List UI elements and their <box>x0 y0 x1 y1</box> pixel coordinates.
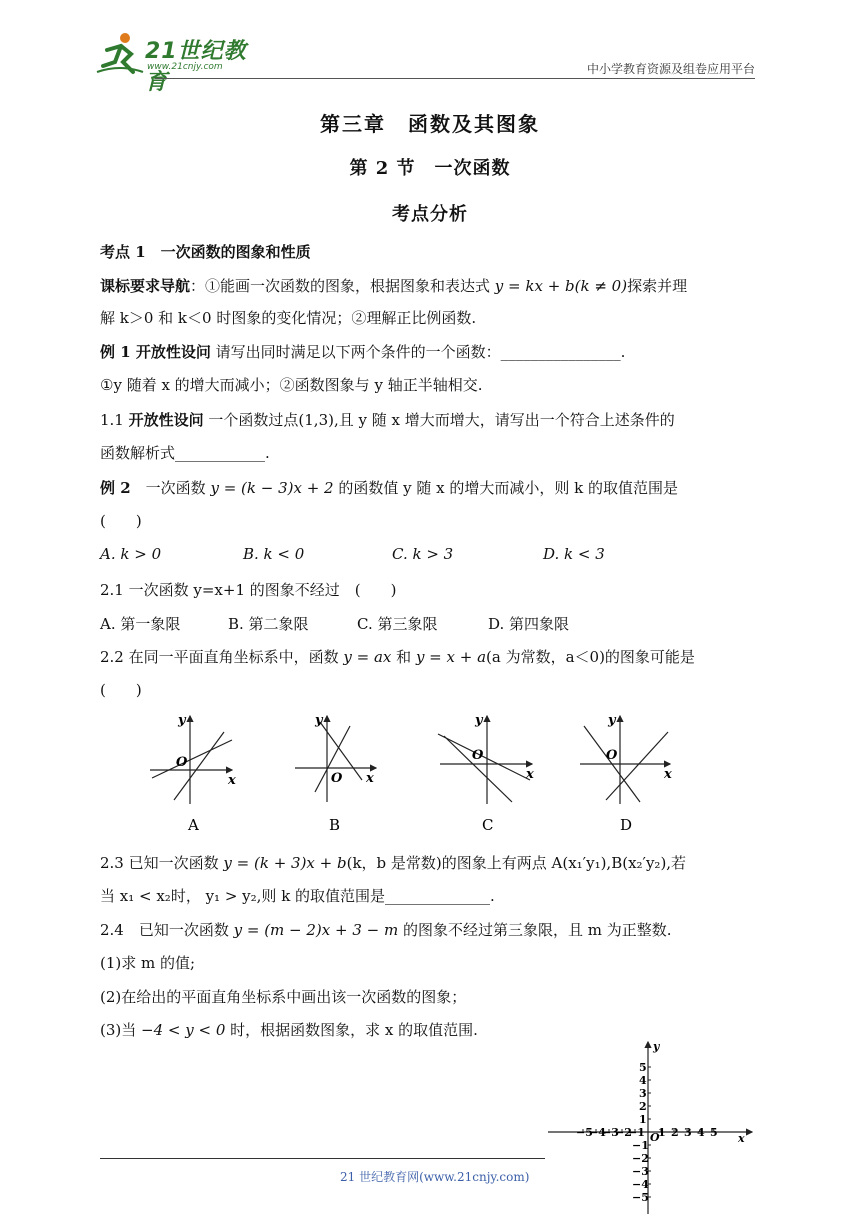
ex2-line1 <box>100 478 765 498</box>
grid-x-tick-label: 5 <box>710 1126 718 1139</box>
graph-d <box>580 713 672 834</box>
q11-text: 一个函数过点(1,3),且 y 随 x 增大而增大，请写出一个符合上述条件的 <box>203 411 675 429</box>
ex2-paren: ( ) <box>100 512 142 530</box>
section-title: 第 2 节 一次函数 <box>349 158 511 179</box>
grid-x-tick-label: −5 <box>576 1126 593 1139</box>
graph-a <box>150 713 236 834</box>
kebiao-expr: y = kx + b(k ≠ 0) <box>494 277 628 295</box>
q21-option-a: A. 第一象限 <box>100 615 181 633</box>
q24-part1: (1)求 m 的值; <box>100 954 196 972</box>
graph-a-x-label: x <box>228 773 236 788</box>
q11-num: 1.1 <box>100 411 129 429</box>
q22-line1 <box>100 647 765 667</box>
grid-y-tick-label: −3 <box>632 1165 649 1178</box>
ex2-text2: 的函数值 y 随 x 的增大而减小，则 k 的取值范围是 <box>333 479 678 497</box>
grid-y-label: y <box>653 1040 660 1053</box>
kebiao-text2: 探索并理 <box>627 277 688 295</box>
q21-option-c: C. 第三象限 <box>357 615 438 633</box>
ex2-option-a: A. k > 0 <box>100 545 162 563</box>
q23-text1: 2.3 已知一次函数 <box>100 854 224 872</box>
q11-label: 开放性设问 <box>128 411 204 429</box>
header-platform-text: 中小学教育资源及组卷应用平台 <box>586 62 755 76</box>
graph-d-label: D <box>620 816 633 834</box>
graph-c-origin: O <box>472 748 484 763</box>
grid-y-tick-label: 5 <box>639 1061 647 1074</box>
logo-text: 21世纪教育 <box>145 39 247 95</box>
q22-paren: ( ) <box>100 681 142 699</box>
coordinate-grid <box>540 1040 760 1216</box>
graph-d-y-label: y <box>608 713 616 728</box>
graph-c-x-label: x <box>526 767 534 782</box>
q24-line1 <box>100 920 765 940</box>
kebiao-label: 课标要求导航 <box>100 277 191 295</box>
page-header <box>95 28 755 95</box>
grid-x-tick-label: 2 <box>671 1126 679 1139</box>
grid-x-tick-label: −1 <box>628 1126 645 1139</box>
kebiao-text1: ：①能画一次函数的图象，根据图象和表达式 <box>190 277 495 295</box>
graph-b-origin: O <box>331 771 343 786</box>
ex2-option-c: C. k > 3 <box>392 545 454 563</box>
grid-y-tick-label: 3 <box>639 1087 647 1100</box>
kebiao-line1 <box>100 276 765 296</box>
grid-x-tick-label: −2 <box>615 1126 632 1139</box>
q22-graphs <box>140 712 680 837</box>
graph-c <box>438 713 534 834</box>
q21-option-d: D. 第四象限 <box>488 615 570 633</box>
q23-expr: y = (k + 3)x + b <box>223 854 347 872</box>
ex1-conditions: ①y 随着 x 的增大而减小；②函数图象与 y 轴正半轴相交. <box>100 376 483 394</box>
q22-text3: (a 为常数，a＜0)的图象可能是 <box>486 648 695 666</box>
graph-c-y-label: y <box>475 713 483 728</box>
q11-line2: 函数解析式____________. <box>100 444 270 462</box>
header-divider <box>155 78 755 79</box>
grid-x-tick-label: 3 <box>684 1126 692 1139</box>
q21-text: 2.1 一次函数 y=x+1 的图象不经过 ( ) <box>100 581 397 599</box>
grid-origin: O <box>650 1131 660 1144</box>
logo <box>95 28 255 95</box>
graph-a-origin: O <box>176 755 188 770</box>
grid-y-tick-label: −1 <box>632 1139 649 1152</box>
grid-y-tick-label: 2 <box>639 1100 647 1113</box>
graph-c-label: C <box>482 816 494 834</box>
logo-url: www.21cnjy.com <box>147 62 223 72</box>
q24-p3b: 时，根据函数图象，求 x 的取值范围. <box>225 1021 478 1039</box>
q22-expr2: y = x + a <box>415 648 487 666</box>
q24-expr: y = (m − 2)x + 3 − m <box>233 921 399 939</box>
ex1-label: 例 1 开放性设问 <box>100 343 211 361</box>
ex1-text: 请写出同时满足以下两个条件的一个函数：________________. <box>210 343 626 361</box>
kebiao-line2: 解 k＞0 和 k＜0 时图象的变化情况；②理解正比例函数. <box>100 309 477 327</box>
q21-option-b: B. 第二象限 <box>228 615 309 633</box>
runner-logo-icon <box>95 28 145 76</box>
grid-y-tick-label: −5 <box>632 1191 649 1204</box>
ex2-option-b: B. k < 0 <box>243 545 305 563</box>
ex1-line <box>100 342 765 362</box>
graph-a-label: A <box>188 816 199 834</box>
graph-b-y-label: y <box>315 713 323 728</box>
sub-title: 考点分析 <box>392 204 468 225</box>
q22-expr1: y = ax <box>343 648 392 666</box>
ex2-label: 例 2 <box>100 479 131 497</box>
chapter-title: 第三章 函数及其图象 <box>320 112 540 136</box>
graph-b-x-label: x <box>366 771 374 786</box>
grid-x-tick-label: 1 <box>658 1126 666 1139</box>
footer-divider <box>100 1158 545 1159</box>
graph-b <box>295 713 376 834</box>
ex2-option-d: D. k < 3 <box>543 545 605 563</box>
q24-part3 <box>100 1020 765 1040</box>
q23-line2: 当 x₁ < x₂时， y₁ > y₂,则 k 的取值范围是______________. <box>100 887 495 905</box>
graph-a-y-label: y <box>178 713 186 728</box>
q23-line1 <box>100 853 765 873</box>
grid-y-tick-label: 4 <box>639 1074 647 1087</box>
grid-x-tick-label: −3 <box>602 1126 619 1139</box>
q11-line1 <box>100 410 765 430</box>
q24-part2: (2)在给出的平面直角坐标系中画出该一次函数的图象； <box>100 988 467 1006</box>
grid-y-tick-label: −4 <box>632 1178 649 1191</box>
grid-y-tick-label: 1 <box>639 1113 647 1126</box>
q24-p3a: (3)当 <box>100 1021 142 1039</box>
grid-y-tick-label: −2 <box>632 1152 649 1165</box>
graph-b-label: B <box>329 816 341 834</box>
q22-text2: 和 <box>391 648 416 666</box>
grid-x-label: x <box>738 1132 745 1145</box>
ex2-text1: 一次函数 <box>130 479 211 497</box>
q24-p3expr: −4 < y < 0 <box>141 1021 226 1039</box>
q22-text1: 2.2 在同一平面直角坐标系中，函数 <box>100 648 344 666</box>
ex2-expr: y = (k − 3)x + 2 <box>210 479 334 497</box>
q24-text2: 的图象不经过第三象限，且 m 为正整数. <box>398 921 672 939</box>
graph-d-origin: O <box>606 748 618 763</box>
grid-x-tick-label: 4 <box>697 1126 705 1139</box>
footer-text: 21 世纪教育网(www.21cnjy.com) <box>340 1170 530 1184</box>
q24-text1: 2.4 已知一次函数 <box>100 921 234 939</box>
grid-x-tick-label: −4 <box>589 1126 606 1139</box>
q23-text2: (k，b 是常数)的图象上有两点 A(x₁′y₁),B(x₂′y₂),若 <box>346 854 687 872</box>
graph-d-x-label: x <box>664 767 672 782</box>
kaodian-heading: 考点 1 一次函数的图象和性质 <box>100 243 311 261</box>
